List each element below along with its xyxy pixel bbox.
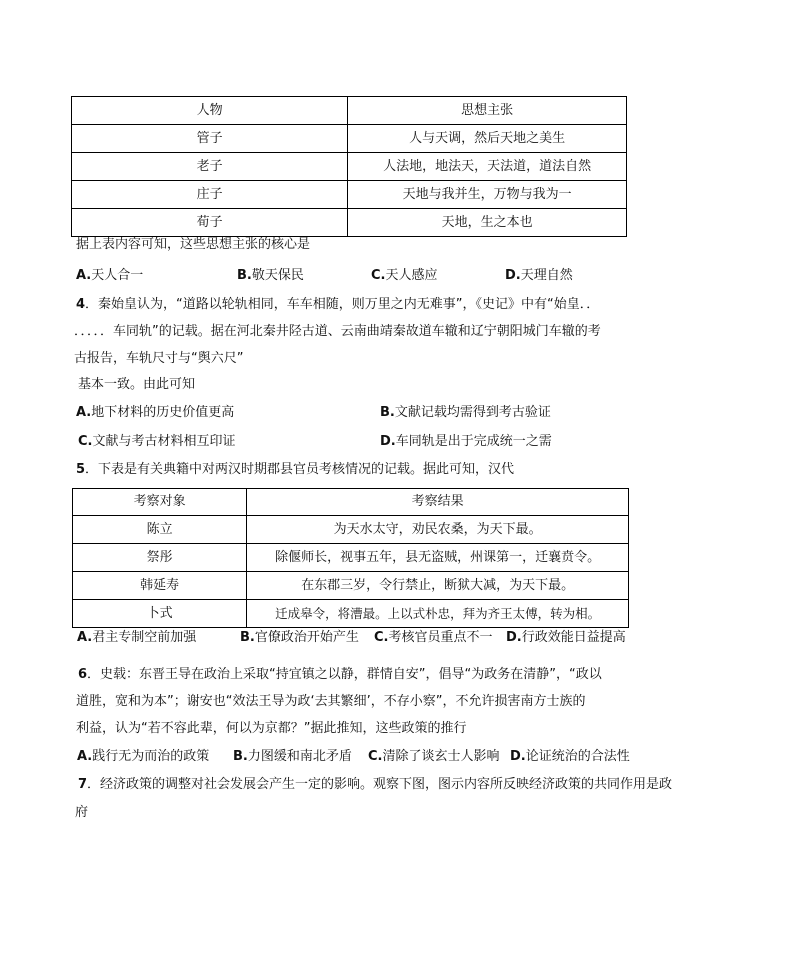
table-cell: 人法地，地法天，天法道，道法自然: [348, 153, 627, 181]
table-cell: 管子: [72, 125, 348, 153]
table-cell: 庄子: [72, 181, 348, 209]
q3-option-b[interactable]: [237, 267, 304, 285]
option-text: 力图缓和南北矛盾: [247, 749, 352, 764]
thinkers-table: [71, 96, 627, 237]
option-letter: A.: [76, 268, 92, 283]
option-text: 敬天保民: [251, 268, 304, 283]
option-letter: D.: [506, 630, 522, 645]
option-text: 文献与考古材料相互印证: [92, 434, 236, 449]
question-number: 5: [76, 462, 86, 477]
table-cell: 人与天调，然后天地之美生: [348, 125, 627, 153]
option-text: 论证统治的合法性: [525, 749, 630, 764]
q6-option-a[interactable]: [77, 748, 209, 766]
q4-option-a[interactable]: [76, 404, 234, 422]
table-row: [72, 181, 627, 209]
option-text: 君主专制空前加强: [92, 630, 197, 645]
q5-option-b[interactable]: [240, 629, 359, 647]
q4-option-d[interactable]: [380, 433, 552, 451]
table-cell: 为天水太守，劝民农桑，为天下最。: [247, 516, 629, 544]
question-text: ．史载：东晋王导在政治上采取“持宜镇之以静，群情自安”，倡导“为政务在清静”，“政以: [87, 667, 602, 682]
q6-line-3: 利益，认为“若不容此辈，何以为京都？”据此推知，这些政策的推行: [76, 721, 467, 736]
table-row: [73, 544, 629, 572]
table-row: [72, 125, 627, 153]
q5-stem: [76, 461, 514, 479]
option-text: 天人合一: [91, 268, 144, 283]
option-letter: B.: [380, 405, 395, 420]
q6-option-c[interactable]: [368, 748, 500, 766]
table-cell: 除偃师长，视事五年，县无盗贼，州课第一，迁襄贲令。: [247, 544, 629, 572]
q3-option-a[interactable]: [76, 267, 143, 285]
q6-option-d[interactable]: [510, 748, 630, 766]
q6-line-1: [78, 666, 602, 684]
table-cell: 天地与我并生，万物与我为一: [348, 181, 627, 209]
option-letter: B.: [233, 749, 248, 764]
option-letter: D.: [380, 434, 396, 449]
q5-option-a[interactable]: [77, 629, 196, 647]
option-text: 地下材料的历史价值更高: [91, 405, 235, 420]
table-row: [72, 209, 627, 237]
option-letter: C.: [371, 268, 386, 283]
q4-line-4: 基本一致。由此可知: [78, 377, 196, 392]
option-text: 考核官员重点不一: [388, 630, 493, 645]
table-cell: 卜式: [73, 600, 247, 628]
q3-option-d[interactable]: [505, 267, 573, 285]
option-text: 天理自然: [520, 268, 573, 283]
option-letter: D.: [510, 749, 526, 764]
question-number: 4: [76, 297, 86, 312]
table-row: [73, 516, 629, 544]
option-letter: C.: [368, 749, 383, 764]
q4-line-1: [76, 296, 599, 314]
option-letter: A.: [77, 630, 93, 645]
table-cell: 韩延寿: [73, 572, 247, 600]
option-text: 官僚政治开始产生: [254, 630, 359, 645]
table-cell: 陈立: [73, 516, 247, 544]
table-row: [73, 572, 629, 600]
officials-table: [72, 488, 629, 628]
table-header-cell: 考察对象: [73, 489, 247, 516]
q3-option-c[interactable]: [371, 267, 438, 285]
option-letter: C.: [374, 630, 389, 645]
option-text: 践行无为而治的政策: [92, 749, 210, 764]
option-text: 车同轨是出于完成统一之需: [395, 434, 552, 449]
option-letter: D.: [505, 268, 521, 283]
option-letter: A.: [76, 405, 92, 420]
option-letter: A.: [77, 749, 93, 764]
table-header-row: [72, 97, 627, 125]
q6-line-2: 道胜，宽和为本”；谢安也“效法王导为政‘去其繁细’，不存小察”，不允许损害南方士族的: [76, 694, 586, 709]
q4-line-2: ．．．．．车同轨”的记载。据在河北秦井陉古道、云南曲靖秦故道车辙和辽宁朝阳城门车辙的考: [74, 324, 601, 339]
table-header-cell: 考察结果: [247, 489, 629, 516]
q5-option-d[interactable]: [506, 629, 626, 647]
table-header-cell: 思想主张: [348, 97, 627, 125]
q7-line-1: [78, 776, 672, 794]
q4-option-c[interactable]: [78, 433, 236, 451]
table-row: [73, 600, 629, 628]
option-text: 文献记载均需得到考古验证: [394, 405, 551, 420]
q7-line-2: 府: [75, 805, 89, 820]
option-text: 天人感应: [385, 268, 438, 283]
table-cell: 在东郡三岁，令行禁止，断狱大减，为天下最。: [247, 572, 629, 600]
q4-line-3: 古报告，车轨尺寸与“舆六尺”: [74, 351, 244, 366]
table-cell: 祭彤: [73, 544, 247, 572]
table-row: [72, 153, 627, 181]
q3-stem: 据上表内容可知，这些思想主张的核心是: [76, 237, 311, 252]
q5-option-c[interactable]: [374, 629, 493, 647]
option-letter: B.: [237, 268, 252, 283]
q4-option-b[interactable]: [380, 404, 551, 422]
question-text: ．秦始皇认为，“道路以轮轨相同，车车相随，则万里之内无难事”，《史记》中有“始皇．．: [85, 297, 600, 312]
question-number: 7: [78, 777, 88, 792]
question-number: 6: [78, 667, 88, 682]
question-text: ．经济政策的调整对社会发展会产生一定的影响。观察下图，图示内容所反映经济政策的共同作用是政: [87, 777, 673, 792]
table-cell: 老子: [72, 153, 348, 181]
table-cell: 迁成皋令，将漕最。上以式朴忠，拜为齐王太傅，转为相。: [247, 600, 629, 628]
table-cell: 天地，生之本也: [348, 209, 627, 237]
q6-option-b[interactable]: [233, 748, 352, 766]
option-text: 行政效能日益提高: [521, 630, 626, 645]
table-cell: 荀子: [72, 209, 348, 237]
table-header-cell: 人物: [72, 97, 348, 125]
option-text: 清除了谈玄士人影响: [382, 749, 500, 764]
option-letter: B.: [240, 630, 255, 645]
question-text: ．下表是有关典籍中对两汉时期郡县官员考核情况的记载。据此可知，汉代: [85, 462, 515, 477]
table-header-row: [73, 489, 629, 516]
option-letter: C.: [78, 434, 93, 449]
